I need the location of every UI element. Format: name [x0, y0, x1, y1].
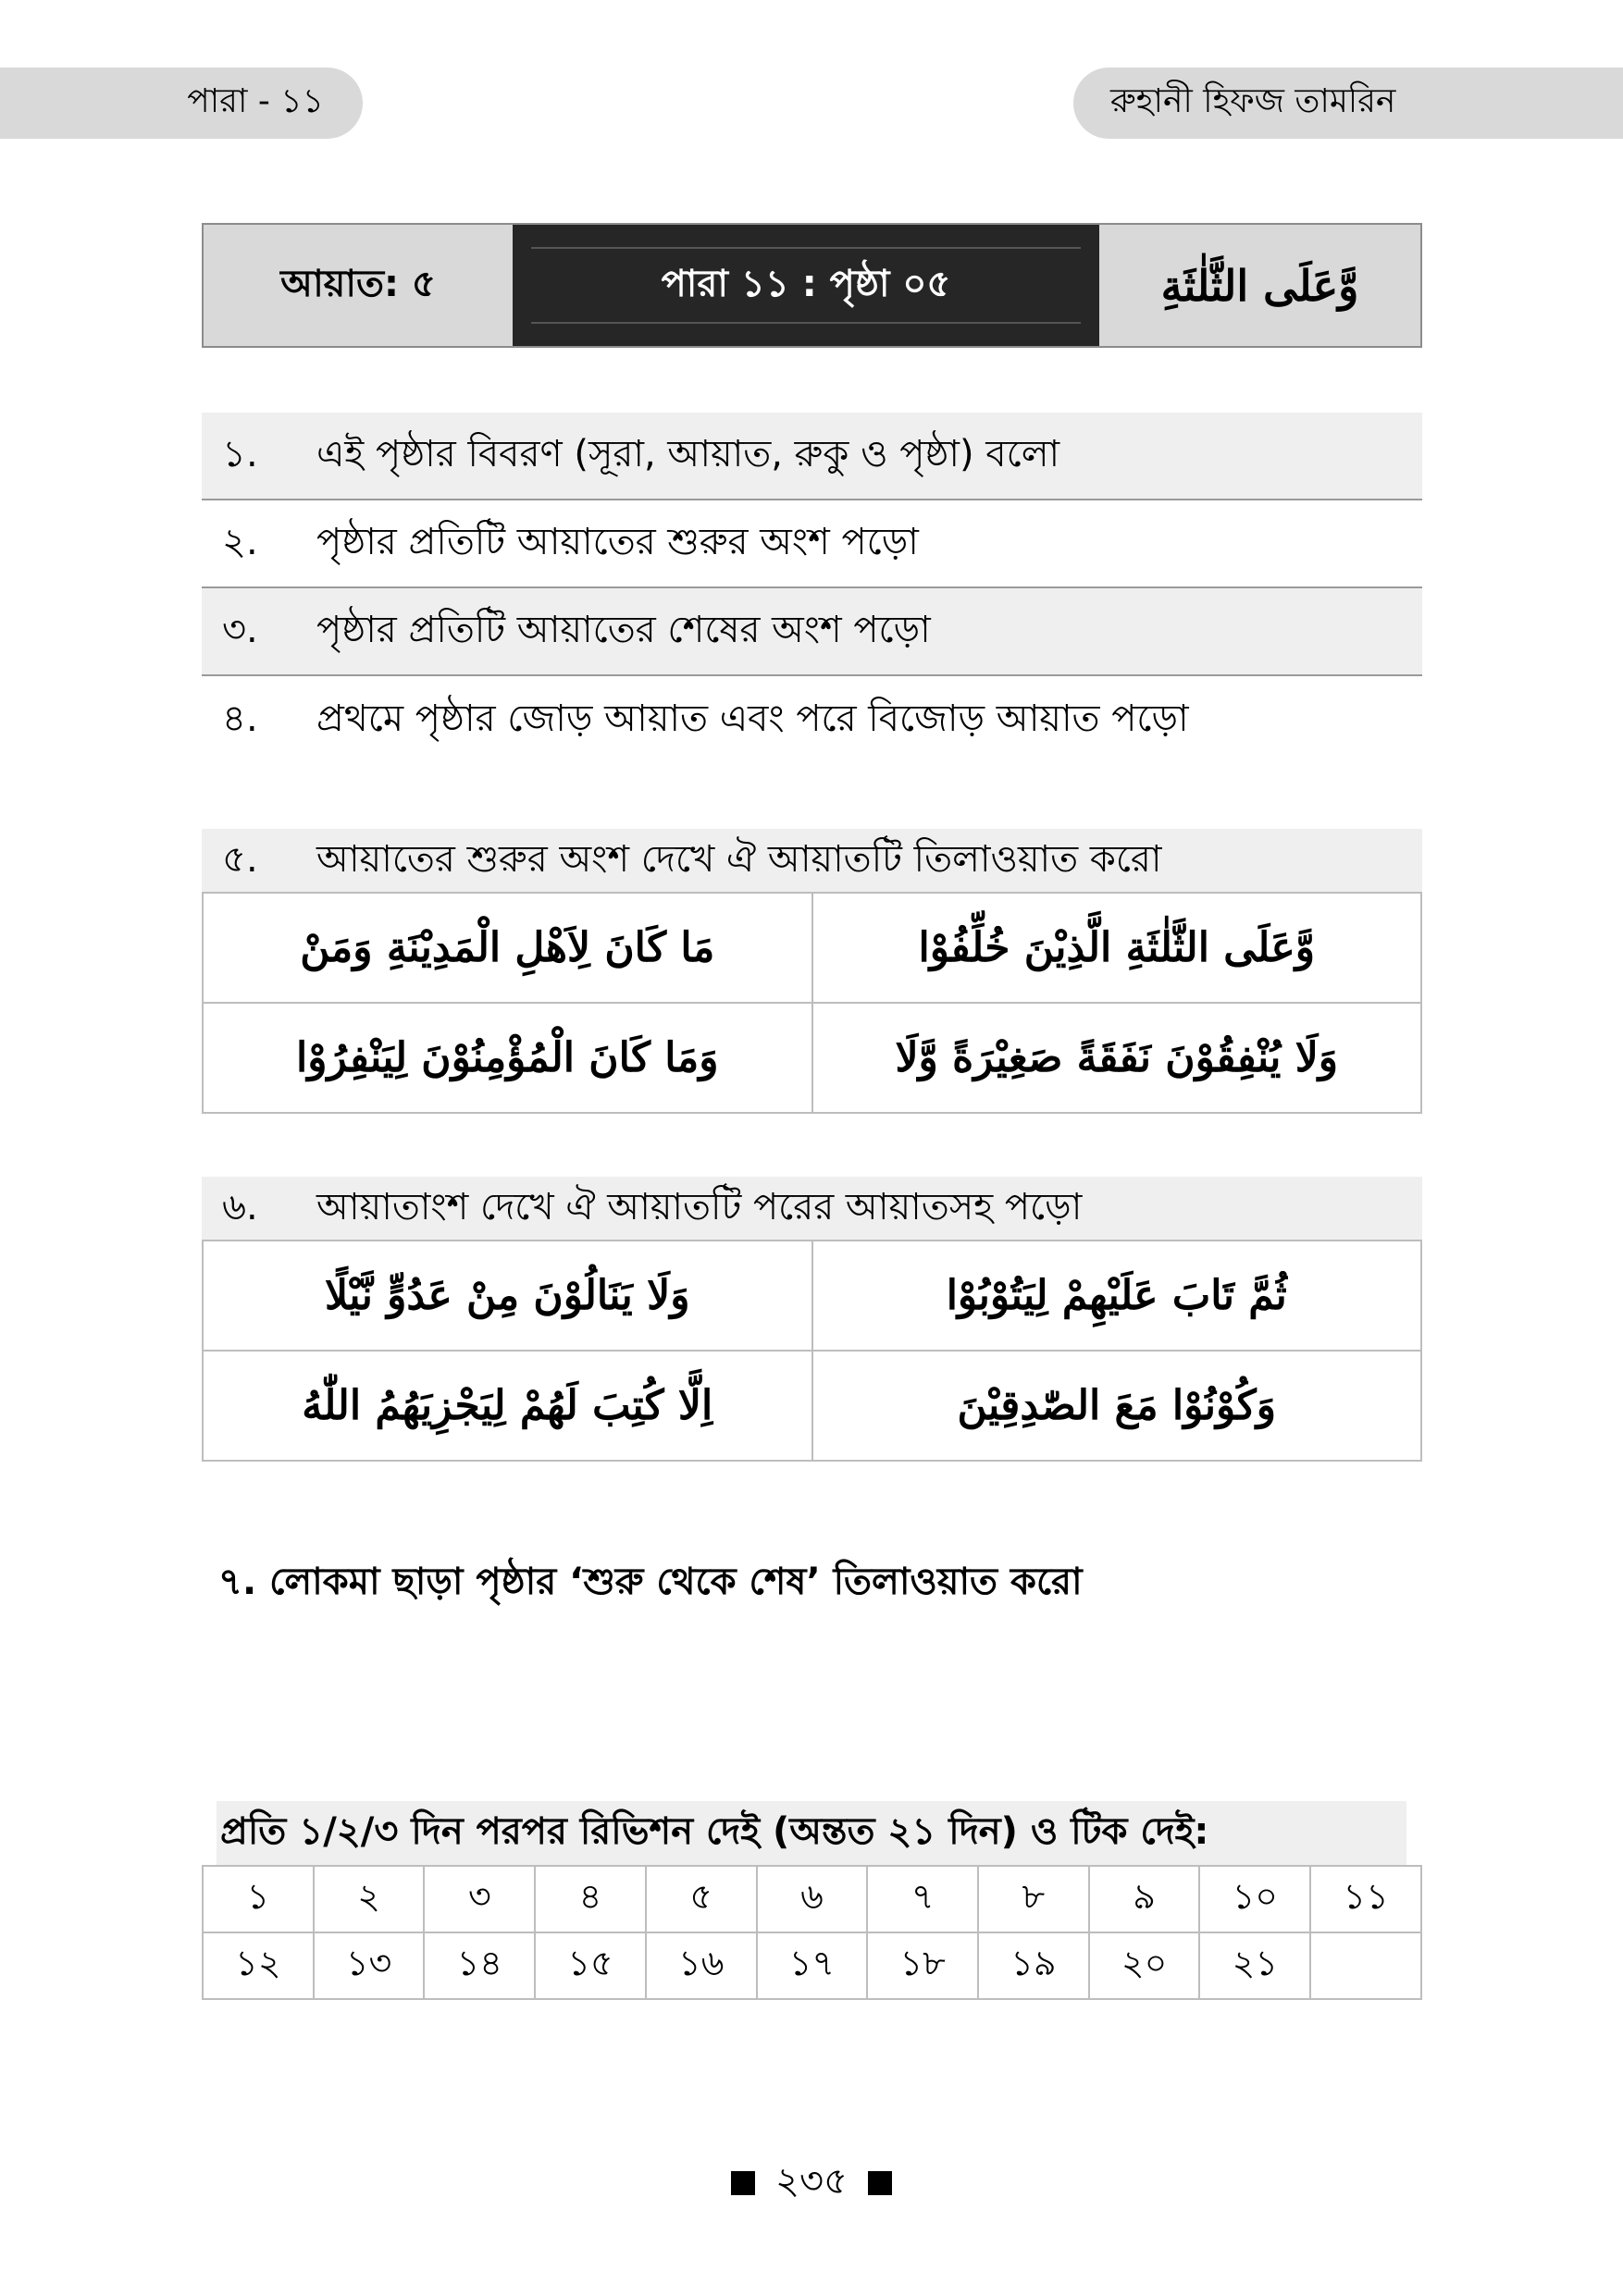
revision-day-cell[interactable]: ১৮	[867, 1932, 978, 1999]
section5-table	[202, 892, 1422, 1114]
arabic-cell: وَكُوْنُوْا مَعَ الصّٰدِقِيْنَ	[812, 1351, 1422, 1461]
arabic-start-text: وَّعَلَى الثَّلٰثَةِ	[1160, 260, 1359, 311]
section6-number: ৬.	[222, 1185, 258, 1228]
instruction-number: ৩.	[222, 609, 258, 651]
revision-day-cell-empty[interactable]	[1310, 1932, 1421, 1999]
revision-day-cell[interactable]: ৮	[978, 1866, 1089, 1932]
table-row	[203, 893, 1421, 1003]
revision-day-cell[interactable]: ১৬	[646, 1932, 757, 1999]
revision-row	[203, 1932, 1421, 1999]
revision-row	[203, 1866, 1421, 1932]
section5-number: ৫.	[222, 837, 258, 881]
square-ornament-icon	[868, 2171, 892, 2195]
arabic-cell: وَمَا كَانَ الْمُؤْمِنُوْنَ لِيَنْفِرُوْا	[203, 1003, 812, 1113]
section6-header	[202, 1177, 1422, 1240]
ayat-count: আয়াত: ৫	[280, 263, 436, 305]
revision-day-cell[interactable]: ৩	[424, 1866, 535, 1932]
page-number: ২৩৫	[775, 2160, 848, 2203]
instruction-number: ২.	[222, 521, 258, 563]
instruction-number: ৪.	[222, 697, 258, 740]
instruction-list	[202, 413, 1422, 764]
arabic-cell: وَلَا يَنَالُوْنَ مِنْ عَدُوٍّ نَّيْلًا	[203, 1241, 812, 1351]
arabic-start-cell	[1099, 225, 1420, 346]
section6-table	[202, 1240, 1422, 1462]
arabic-cell: وَّعَلَى الثَّلٰثَةِ الَّذِيْنَ خُلِّفُوْا	[812, 893, 1422, 1003]
square-ornament-icon	[731, 2171, 755, 2195]
revision-table	[202, 1865, 1422, 2000]
ayat-count-cell	[204, 225, 513, 346]
header-book-pill	[1073, 68, 1623, 139]
section5-title: আয়াতের শুরুর অংশ দেখে ঐ আয়াতটি তিলাওয়াত করো	[316, 837, 1162, 881]
table-row	[203, 1003, 1421, 1113]
revision-day-cell[interactable]: ১৭	[757, 1932, 868, 1999]
revision-day-cell[interactable]: ৭	[867, 1866, 978, 1932]
revision-day-cell[interactable]: ২১	[1199, 1932, 1310, 1999]
revision-day-cell[interactable]: ১৩	[314, 1932, 425, 1999]
revision-header	[217, 1801, 1406, 1865]
instruction-item	[202, 676, 1422, 764]
revision-day-cell[interactable]: ৪	[535, 1866, 646, 1932]
instruction-number: ১.	[222, 433, 258, 475]
instruction-item	[202, 588, 1422, 676]
section6-title: আয়াতাংশ দেখে ঐ আয়াতটি পরের আয়াতসহ পড়ো	[316, 1185, 1083, 1228]
instruction-text: এই পৃষ্ঠার বিবরণ (সূরা, আয়াত, রুকু ও পৃষ্ঠা) বলো	[316, 433, 1060, 475]
instruction-item	[202, 500, 1422, 588]
section5-header	[202, 829, 1422, 892]
revision-day-cell[interactable]: ১১	[1310, 1866, 1421, 1932]
page-number-footer	[0, 2152, 1623, 2214]
arabic-cell: ثُمَّ تَابَ عَلَيْهِمْ لِيَتُوْبُوْا	[812, 1241, 1422, 1351]
section7-instruction: ৭. লোকমা ছাড়া পৃষ্ঠার ‘শুরু থেকে শেষ’ তিলাওয়াত করো	[218, 1561, 1083, 1603]
revision-day-cell[interactable]: ১	[203, 1866, 314, 1932]
revision-title: প্রতি ১/২/৩ দিন পরপর রিভিশন দেই (অন্তত ২১ দিন) ও টিক দেই:	[220, 1810, 1209, 1853]
revision-day-cell[interactable]: ১৪	[424, 1932, 535, 1999]
para-page-cell	[513, 225, 1099, 346]
instruction-text: পৃষ্ঠার প্রতিটি আয়াতের শেষের অংশ পড়ো	[316, 609, 931, 651]
revision-day-cell[interactable]: ২	[314, 1866, 425, 1932]
header-para-pill	[0, 68, 363, 139]
header-book-title: রুহানী হিফজ তামরিন	[1110, 81, 1396, 120]
revision-day-cell[interactable]: ১৫	[535, 1932, 646, 1999]
header-para-label: পারা - ১১	[187, 81, 324, 120]
revision-day-cell[interactable]: ৬	[757, 1866, 868, 1932]
table-row	[203, 1351, 1421, 1461]
revision-day-cell[interactable]: ৫	[646, 1866, 757, 1932]
page-title-box	[202, 223, 1422, 348]
table-row	[203, 1241, 1421, 1351]
instruction-item	[202, 413, 1422, 500]
instruction-text: প্রথমে পৃষ্ঠার জোড় আয়াত এবং পরে বিজোড় আয়াত পড়ো	[316, 697, 1189, 740]
revision-day-cell[interactable]: ২০	[1089, 1932, 1200, 1999]
arabic-cell: وَلَا يُنْفِقُوْنَ نَفَقَةً صَغِيْرَةً وَّلَا	[812, 1003, 1422, 1113]
arabic-cell: اِلَّا كُتِبَ لَهُمْ لِيَجْزِيَهُمُ اللّٰهُ	[203, 1351, 812, 1461]
instruction-text: পৃষ্ঠার প্রতিটি আয়াতের শুরুর অংশ পড়ো	[316, 521, 919, 563]
revision-day-cell[interactable]: ১০	[1199, 1866, 1310, 1932]
revision-day-cell[interactable]: ১২	[203, 1932, 314, 1999]
arabic-cell: مَا كَانَ لِاَهْلِ الْمَدِيْنَةِ وَمَنْ	[203, 893, 812, 1003]
revision-day-cell[interactable]: ১৯	[978, 1932, 1089, 1999]
para-page-label: পারা ১১ : পৃষ্ঠা ০৫	[661, 263, 951, 305]
revision-day-cell[interactable]: ৯	[1089, 1866, 1200, 1932]
